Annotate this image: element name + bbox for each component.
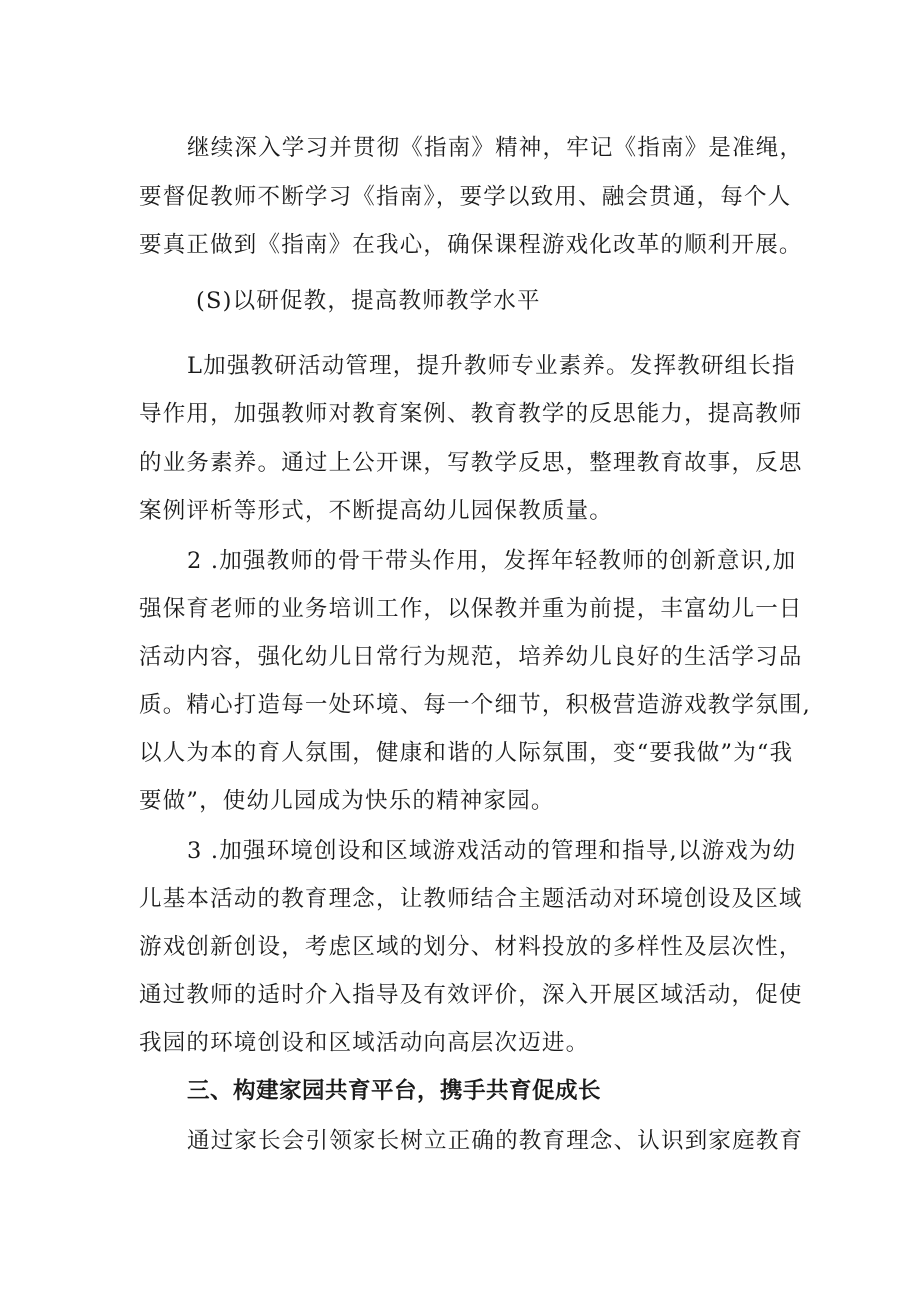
paragraph-line: 导作用，加强教师对教育案例、教育教学的反思能力，提高教师 <box>139 401 803 427</box>
paragraph-line: 儿基本活动的教育理念，让教师结合主题活动对环境创设及区域 <box>139 886 803 912</box>
paragraph-line: 要督促教师不断学习《指南》，要学以致用、融会贯通，每个人 <box>139 184 792 210</box>
paragraph-line: 通过家长会引领家长树立正确的教育理念、认识到家庭教育 <box>187 1128 804 1154</box>
paragraph-line: 3 .加强环境创设和区域游戏活动的管理和指导,以游戏为幼 <box>187 838 797 864</box>
paragraph-line: 的业务素养。通过上公开课，写教学反思，整理教育故事，反思 <box>139 450 803 476</box>
paragraph-line: L加强教研活动管理，提升教师专业素养。发挥教研组长指 <box>187 353 796 379</box>
paragraph-line: 我园的环境创设和区域活动向高层次迈进。 <box>139 1030 590 1056</box>
section-heading: 三、构建家园共育平台，携手共育促成长 <box>187 1078 602 1104</box>
section-subheading: (S)以研促教，提高教师教学水平 <box>196 288 541 314</box>
paragraph-line: 2 .加强教师的骨干带头作用，发挥年轻教师的创新意识,加 <box>187 548 797 574</box>
paragraph-line: 继续深入学习并贯彻《指南》精神，牢记《指南》是准绳， <box>187 135 804 161</box>
paragraph-line: 质。精心打造每一处环境、每一个细节，积极营造游戏教学氛围, <box>139 692 811 718</box>
paragraph-line: 要真正做到《指南》在我心，确保课程游戏化改革的顺利开展。 <box>139 232 803 258</box>
paragraph-line: 强保育老师的业务培训工作，以保教并重为前提，丰富幼儿一日 <box>139 596 803 622</box>
paragraph-line: 以人为本的育人氛围，健康和谐的人际氛围，变“要我做”为“我 <box>139 740 794 766</box>
paragraph-line: 游戏创新创设，考虑区域的划分、材料投放的多样性及层次性， <box>139 934 803 960</box>
paragraph-line: 活动内容，强化幼儿日常行为规范，培养幼儿良好的生活学习品 <box>139 644 803 670</box>
paragraph-line: 通过教师的适时介入指导及有效评价，深入开展区域活动，促使 <box>139 982 803 1008</box>
paragraph-line: 案例评析等形式，不断提高幼儿园保教质量。 <box>139 498 614 524</box>
paragraph-line: 要做”，使幼儿园成为快乐的精神家园。 <box>139 788 555 814</box>
